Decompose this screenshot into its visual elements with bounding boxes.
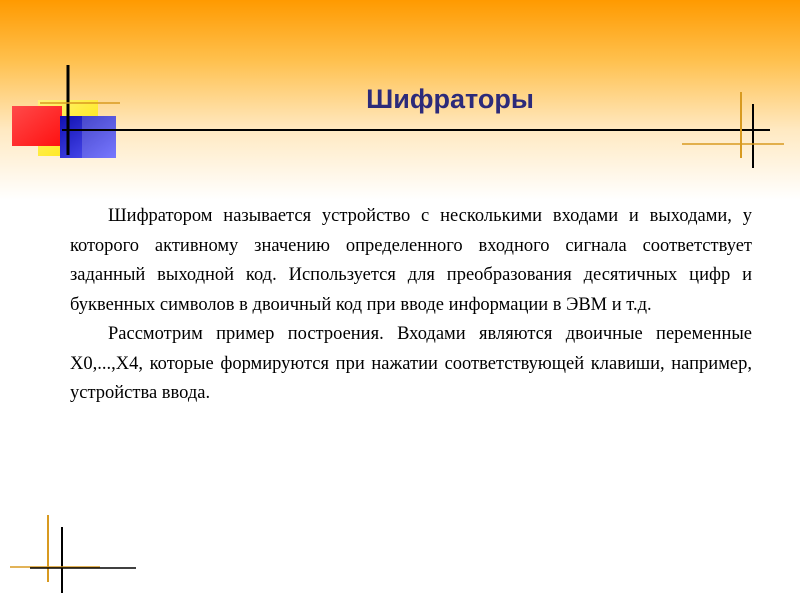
slide-body <box>70 202 752 409</box>
slide-title: Шифраторы <box>366 84 534 114</box>
blue-square-highlight <box>82 116 116 158</box>
red-square <box>12 106 62 146</box>
definition-paragraph: Шифратором называется устройство с несколькими входами и выходами, у которого активному значению определенного входного сигнала соответствует заданный выходной код. Используется для преобразования десятичных цифр и буквенных символов в двоичный код при вводе информации в ЭВМ и т.д. <box>70 206 752 315</box>
example-paragraph: Рассмотрим пример построения. Входами являются двоичные переменные Х0,...,Х4, которые формируются при нажатии соответствующей клавиши, например, устройства ввода. <box>70 324 752 403</box>
